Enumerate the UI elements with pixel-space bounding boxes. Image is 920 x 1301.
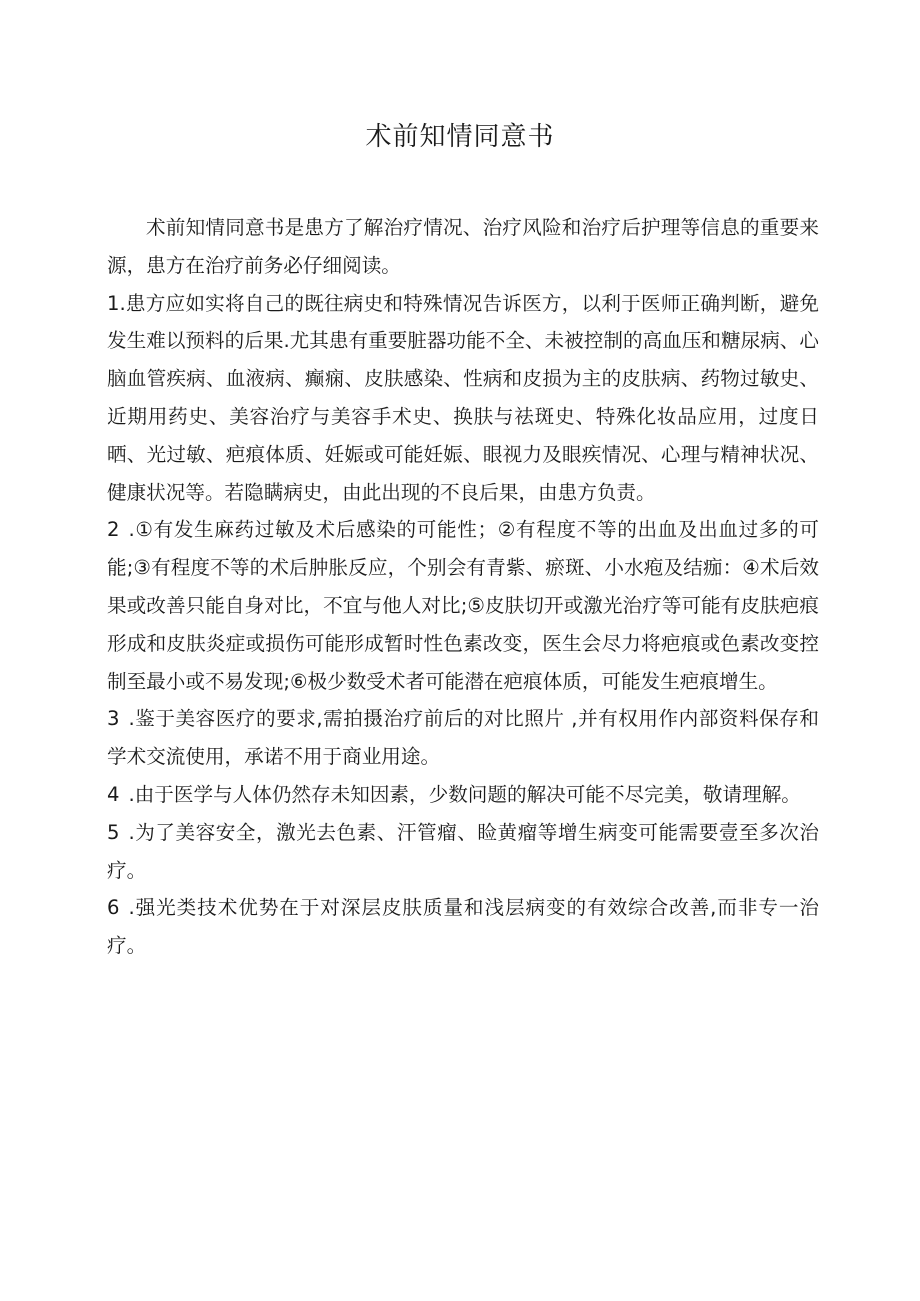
item-6-text: .强光类技术优势在于对深层皮肤质量和浅层病变的有效综合改善,而非专一治疗。 [107, 896, 819, 958]
item-5-text: .为了美容安全，激光去色素、汗管瘤、睑黄瘤等增生病变可能需要壹至多次治疗。 [107, 820, 819, 882]
item-2-text: .①有发生麻药过敏及术后感染的可能性；②有程度不等的出血及出血过多的可能;③有程度不等的术后肿胀反应，个别会有青紫、瘀斑、小水疱及结痂：④术后效果或改善只能自身对比，不宜与他人对比;⑤皮肤切开或激光治疗等可能有皮肤疤痕形成和皮肤炎症或损伤可能形成暂时性色素改变，医生会尽力将疤痕或色素改变控制至最小或不易发现;⑥极少数受术者可能潜在疤痕体质，可能发生疤痕增生。 [107, 518, 819, 693]
intro-paragraph: 术前知情同意书是患方了解治疗情况、治疗风险和治疗后护理等信息的重要来源，患方在治疗前务必仔细阅读。 [107, 216, 819, 277]
item-1-number: 1. [107, 291, 126, 315]
item-1 [107, 285, 819, 512]
item-3-text: .鉴于美容医疗的要求,需拍摄治疗前后的对比照片 ,并有权用作内部资料保存和学术交流使用，承诺不用于商业用途。 [107, 707, 819, 769]
item-6-number: 6 [107, 896, 120, 920]
item-2-number: 2 [107, 518, 120, 542]
item-6 [107, 889, 819, 965]
item-5 [107, 814, 819, 890]
item-4-number: 4 [107, 782, 120, 806]
item-1-text: 患方应如实将自己的既往病史和特殊情况告诉医方，以利于医师正确判断，避免发生难以预料的后果.尤其患有重要脏器功能不全、未被控制的高血压和糖尿病、心脑血管疾病、血液病、癫痫、皮肤感染、性病和皮损为主的皮肤病、药物过敏史、近期用药史、美容治疗与美容手术史、换肤与祛斑史、特殊化妆品应用，过度日晒、光过敏、疤痕体质、妊娠或可能妊娠、眼视力及眼疾情况、心理与精神状况、健康状况等。若隐瞒病史，由此出现的不良后果，由患方负责。 [107, 291, 819, 504]
item-3-number: 3 [107, 707, 120, 731]
item-2 [107, 511, 819, 700]
document-title: 术前知情同意书 [365, 122, 555, 152]
item-5-number: 5 [107, 820, 120, 844]
item-4 [107, 776, 819, 814]
document-body [107, 209, 819, 965]
item-4-text: .由于医学与人体仍然存未知因素，少数问题的解决可能不尽完美，敬请理解。 [128, 782, 801, 806]
item-3 [107, 700, 819, 776]
